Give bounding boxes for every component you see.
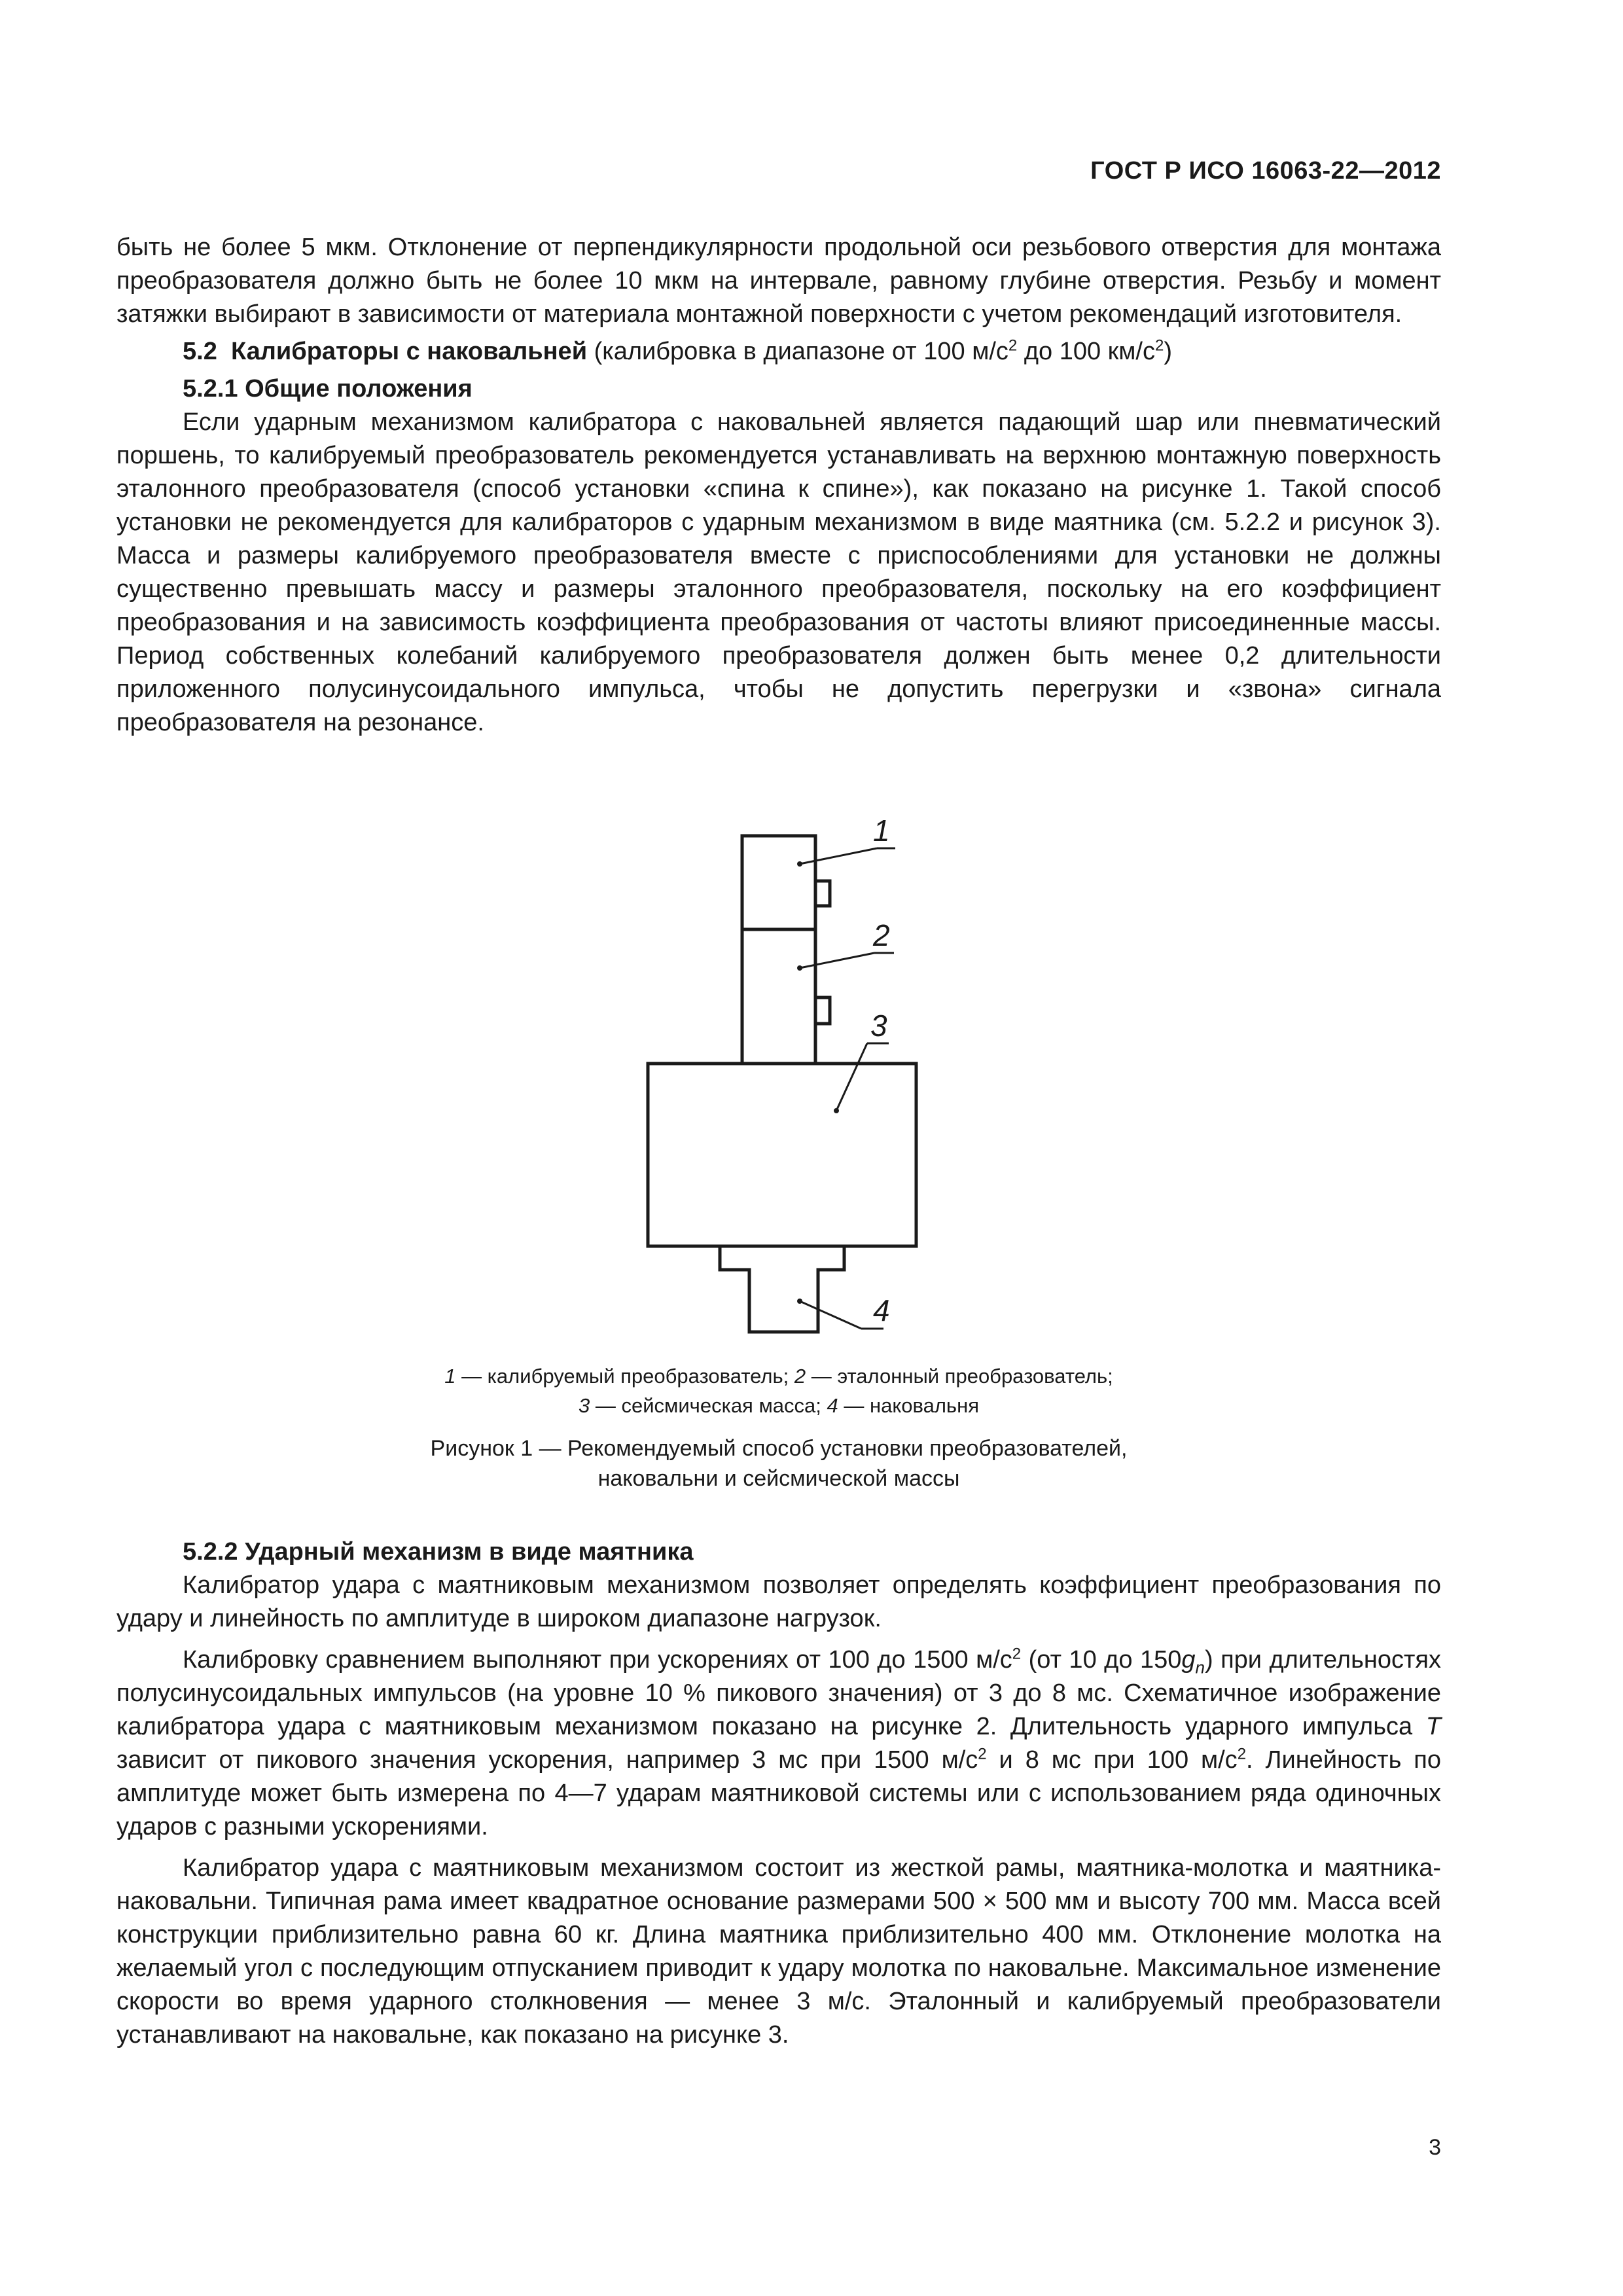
legend-text: — калибруемый преобразователь; (455, 1365, 794, 1388)
legend-text: — эталонный преобразователь; (806, 1365, 1113, 1388)
section-5-2-note-mid: до 100 км/с (1017, 338, 1155, 365)
figure-1-legend (116, 1361, 1441, 1420)
connector-top-shape (815, 881, 830, 906)
legend-number: 4 (827, 1394, 838, 1417)
superscript: 2 (1154, 336, 1164, 355)
section-5-2-2-paragraph-1: Калибратор удара с маятниковым механизмом позволяет определять коэффициент преобразования по удару и линейность по амплитуде в широком диапазоне нагрузок. (116, 1571, 1441, 1632)
caption-line: Рисунок 1 — Рекомендуемый способ установки преобразователей, (430, 1436, 1128, 1461)
section-5-2-title: Калибраторы с наковальней (230, 338, 588, 365)
section-5-2-heading (116, 335, 1441, 368)
callout-4: 4 (873, 1293, 890, 1327)
intro-paragraph: быть не более 5 мкм. Отклонение от перпендикулярности продольной оси резьбового отверстия для монтажа преобразователя должно быть не более 10 мкм на интервале, равному глубине отверстия. Резьбу и момент затяжки выбирают в зависимости от материала монтажной поверхности с учетом рекомендаций изготовителя. (116, 234, 1441, 328)
page-number: 3 (1429, 2135, 1441, 2160)
legend-number: 1 (444, 1365, 456, 1388)
section-5-2-note-prefix: (калибровка в диапазоне от 100 м/с (594, 338, 1008, 365)
callout-2: 2 (873, 918, 890, 952)
anvil-shape (720, 1246, 844, 1332)
legend-number: 2 (794, 1365, 806, 1388)
caption-line: наковальни и сейсмической массы (597, 1466, 960, 1491)
legend-line (116, 1391, 1441, 1420)
legend-text: — наковальня (838, 1394, 979, 1417)
section-5-2-1-heading: 5.2.1 Общие положения (183, 375, 473, 403)
section-5-2-2-paragraph-2: Калибровку сравнением выполняют при ускорениях от 100 до 1500 $м/с^2$ (от 10 до $150g_n$) при длительностях полусинусоидальных импульсов (на уровне 10 % пикового значения) от 3 до 8 мс. Схематичное изображение калибратора удара с маятниковым механизмом показано на рисунке 2. Длительность ударного импульса T зависит от пикового значения ускорения, например 3 мс при 1500 $м/с^2$ и 8 мс при 100 $м/с^2$. Линейность по амплитуде может быть измерена по 4—7 ударам маятниковой системы или с использованием ряда одиночных ударов с разными ускорениями. (116, 1645, 1441, 1840)
figure-1-caption (116, 1433, 1441, 1494)
superscript: 2 (1008, 336, 1018, 355)
section-5-2-2-paragraph-3: Калибратор удара с маятниковым механизмом состоит из жесткой рамы, маятника-молотка и маятника-наковальни. Типичная рама имеет квадратное основание размерами 500 × 500 мм и высоту 700 мм. Масса всей конструкции приблизительно равна 60 кг. Длина маятника приблизительно 400 мм. Отклонение молотка на желаемый угол с последующим отпусканием приводит к удару молотка по наковальне. Максимальное изменение скорости во время ударного столкновения — менее 3 м/с. Эталонный и калибруемый преобразователи устанавливают на наковальне, как показано на рисунке 3. (116, 1854, 1441, 2049)
legend-number: 3 (579, 1394, 590, 1417)
section-5-2-number: 5.2 (183, 338, 217, 365)
seismic-mass-shape (648, 1064, 916, 1246)
document-code-header: ГОСТ Р ИСО 16063-22—2012 (1090, 157, 1441, 185)
section-5-2-2-heading: 5.2.2 Ударный механизм в виде маятника (183, 1538, 694, 1566)
text-block-top (116, 231, 1441, 740)
section-5-2-1-paragraph: Если ударным механизмом калибратора с наковальней является падающий шар или пневматический поршень, то калибруемый преобразователь рекомендуется устанавливать на верхнюю монтажную поверхность эталонного преобразователя (способ установки «спина к спине»), как показано на рисунке 1. Такой способ установки не рекомендуется для калибраторов с ударным механизмом в виде маятника (см. 5.2.2 и рисунок 3). Масса и размеры калибруемого преобразователя вместе с приспособлениями для установки не должны существенно превышать массу и размеры эталонного преобразователя, поскольку на его коэффициент преобразования и на зависимость коэффициента преобразования от частоты влияют присоединенные массы. Период собственных колебаний калибруемого преобразователя должен быть менее 0,2 длительности приложенного полусинусоидального импульса, чтобы не допустить перегрузки и «звона» сигнала преобразователя на резонансе. (116, 408, 1441, 736)
calibrated-transducer-shape (742, 836, 815, 929)
legend-text: — сейсмическая масса; (590, 1394, 827, 1417)
legend-line (116, 1361, 1441, 1391)
reference-transducer-shape (742, 929, 815, 1064)
connector-middle-shape (815, 997, 830, 1024)
callout-1: 1 (873, 814, 890, 848)
text-block-bottom (116, 1535, 1441, 2052)
callout-3: 3 (870, 1009, 887, 1043)
section-5-2-note-suffix: ) (1164, 338, 1172, 365)
